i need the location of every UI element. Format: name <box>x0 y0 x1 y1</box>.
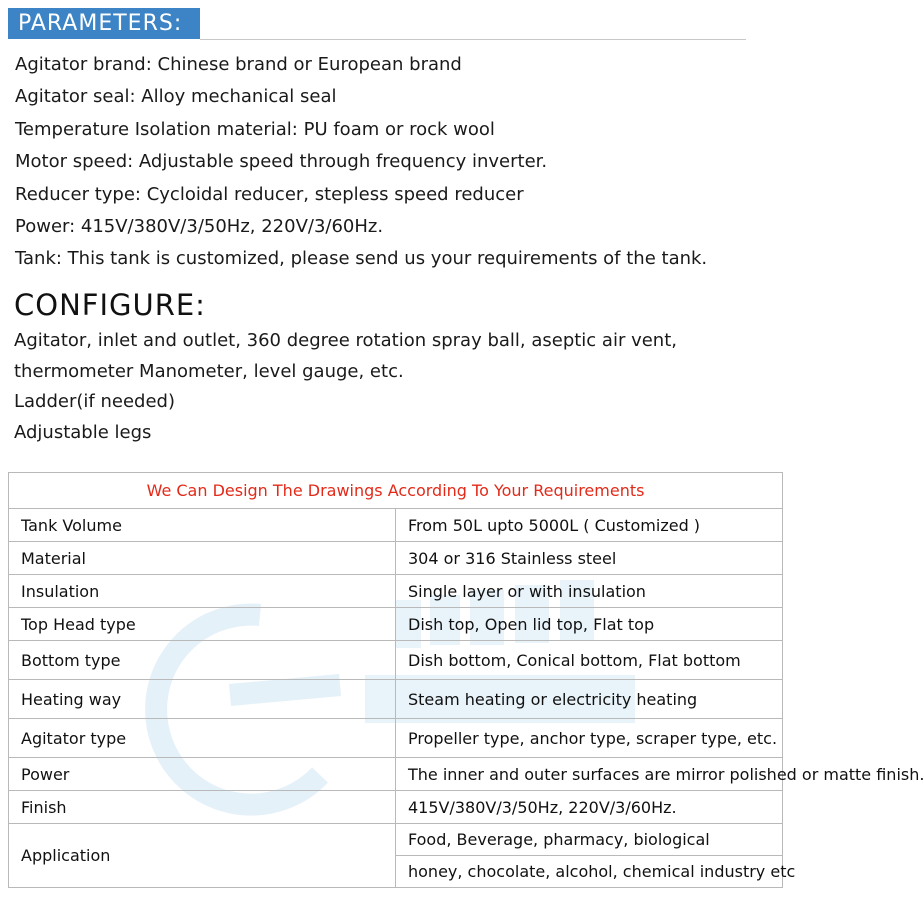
row-label: Application <box>9 824 396 888</box>
row-label: Power <box>9 758 396 791</box>
parameters-list <box>15 52 707 279</box>
row-value: Single layer or with insulation <box>396 575 783 608</box>
parameter-tank: Tank: This tank is customized, please send us your requirements of the tank. <box>15 248 708 270</box>
parameter-agitator-seal: Agitator seal: Alloy mechanical seal <box>15 86 337 108</box>
row-value: Dish top, Open lid top, Flat top <box>396 608 783 641</box>
table-row <box>9 824 783 856</box>
table-banner: We Can Design The Drawings According To Your Requirements <box>9 473 783 509</box>
row-value: 415V/380V/3/50Hz, 220V/3/60Hz. <box>396 791 783 824</box>
parameter-reducer-type: Reducer type: Cycloidal reducer, stepless speed reducer <box>15 183 524 205</box>
row-value: Dish bottom, Conical bottom, Flat bottom <box>396 641 783 680</box>
row-value: honey, chocolate, alcohol, chemical industry etc <box>396 856 783 888</box>
row-value: Propeller type, anchor type, scraper type, etc. <box>396 719 783 758</box>
configure-list <box>14 328 677 451</box>
configure-line: Adjustable legs <box>14 422 152 444</box>
row-label: Tank Volume <box>9 509 396 542</box>
table-row <box>9 542 783 575</box>
row-label: Agitator type <box>9 719 396 758</box>
parameter-isolation-material: Temperature Isolation material: PU foam or rock wool <box>15 118 495 140</box>
parameter-motor-speed: Motor speed: Adjustable speed through frequency inverter. <box>15 151 548 173</box>
row-label: Bottom type <box>9 641 396 680</box>
table-row <box>9 641 783 680</box>
row-label: Heating way <box>9 680 396 719</box>
table-row <box>9 758 783 791</box>
row-value: From 50L upto 5000L ( Customized ) <box>396 509 783 542</box>
table-row <box>9 791 783 824</box>
table-row <box>9 680 783 719</box>
row-label: Insulation <box>9 575 396 608</box>
configure-line: Agitator, inlet and outlet, 360 degree rotation spray ball, aseptic air vent, <box>14 330 677 351</box>
spec-table <box>8 472 924 888</box>
parameters-heading: PARAMETERS: <box>8 8 200 39</box>
parameter-agitator-brand: Agitator brand: Chinese brand or European brand <box>15 54 462 75</box>
row-value: Steam heating or electricity heating <box>396 680 783 719</box>
parameter-power: Power: 415V/380V/3/50Hz, 220V/3/60Hz. <box>15 215 384 237</box>
configure-line: Ladder(if needed) <box>14 391 175 413</box>
configure-line: thermometer Manometer, level gauge, etc. <box>14 360 404 382</box>
row-value: Food, Beverage, pharmacy, biological <box>396 824 783 856</box>
row-label: Finish <box>9 791 396 824</box>
table-row <box>9 509 783 542</box>
table-row <box>9 719 783 758</box>
table-row <box>9 575 783 608</box>
spec-table-container <box>8 472 924 888</box>
row-value: The inner and outer surfaces are mirror polished or matte finish. <box>396 758 783 791</box>
configure-heading: CONFIGURE: <box>14 288 206 322</box>
row-value: 304 or 316 Stainless steel <box>396 542 783 575</box>
table-row <box>9 608 783 641</box>
row-label: Material <box>9 542 396 575</box>
row-label: Top Head type <box>9 608 396 641</box>
parameters-divider <box>200 39 746 40</box>
